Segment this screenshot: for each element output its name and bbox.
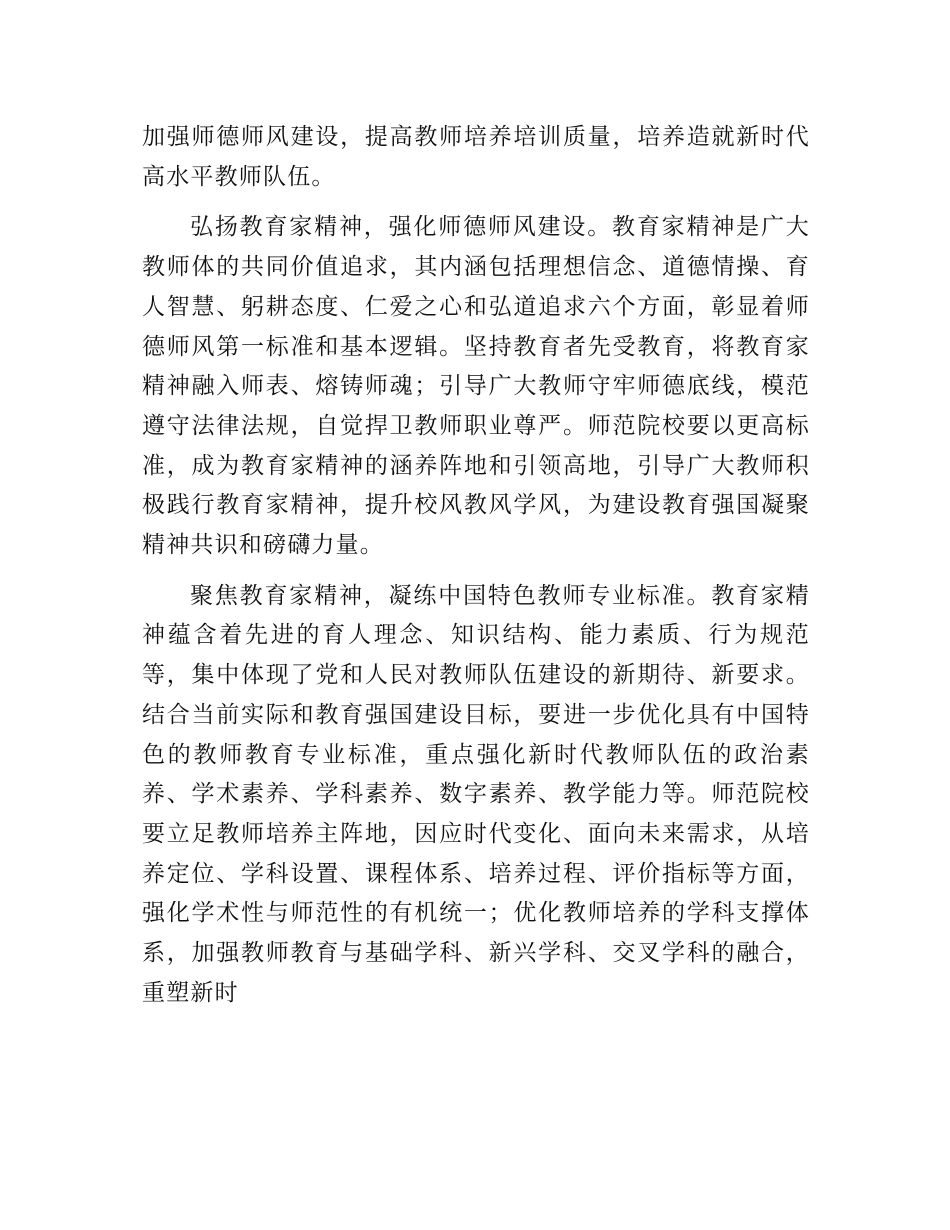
paragraph-3: 聚焦教育家精神，凝练中国特色教师专业标准。教育家精神蕴含着先进的育人理念、知识结构、能力素质、行为规范等，集中体现了党和人民对教师队伍建设的新期待、新要求。结合当前实际和教育强国建设目标，要进一步优化具有中国特色的教师教育专业标准，重点强化新时代教师队伍的政治素养、学术素养、学科素养、数字素养、教学能力等。师范院校要立足教师培养主阵地，因应时代变化、面向未来需求，从培养定位、学科设置、课程体系、培养过程、评价指标等方面，强化学术性与师范性的有机统一；优化教师培养的学科支撑体系，加强教师教育与基础学科、新兴学科、交叉学科的融合，重塑新时 bbox=[142, 582, 810, 1006]
paragraph-1: 加强师德师风建设，提高教师培养培训质量，培养造就新时代高水平教师队伍。 bbox=[142, 124, 810, 190]
document-body bbox=[142, 118, 810, 1024]
paragraph-2: 弘扬教育家精神，强化师德师风建设。教育家精神是广大教师体的共同价值追求，其内涵包括理想信念、道德情操、育人智慧、躬耕态度、仁爱之心和弘道追求六个方面，彰显着师德师风第一标准和基本逻辑。坚持教育者先受教育，将教育家精神融入师表、熔铸师魂；引导广大教师守牢师德底线，模范遵守法律法规，自觉捍卫教师职业尊严。师范院校要以更高标准，成为教育家精神的涵养阵地和引领高地，引导广大教师积极践行教育家精神，提升校风教风学风，为建设教育强国凝聚精神共识和磅礴力量。 bbox=[142, 214, 810, 559]
